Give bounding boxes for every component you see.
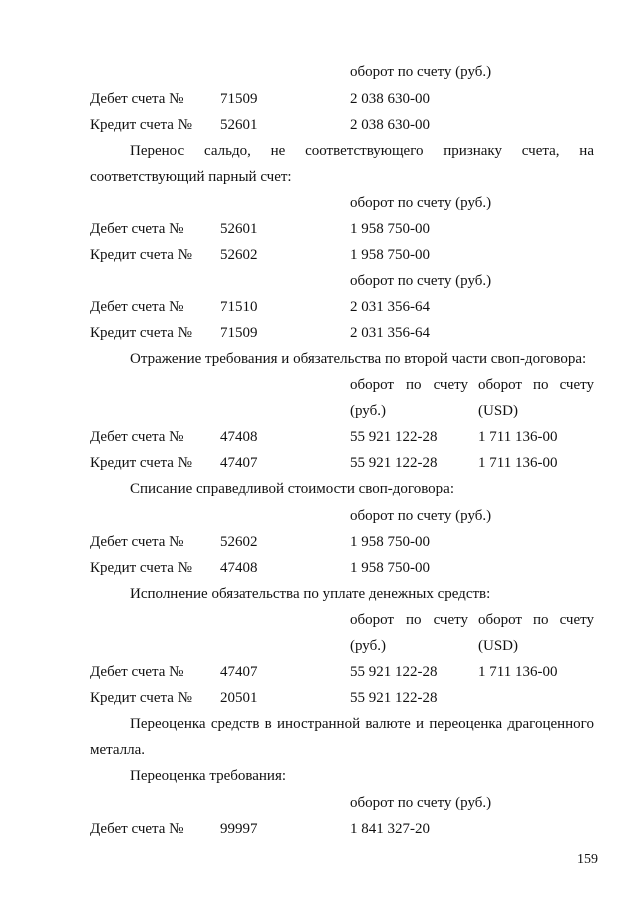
word: и xyxy=(416,716,425,732)
word: в xyxy=(264,716,272,732)
word: оборот xyxy=(478,612,522,628)
word: оборот xyxy=(350,377,394,393)
turnover-header-rub-line1 xyxy=(350,376,468,394)
turnover-header-usd-line2: (USD) xyxy=(478,403,518,419)
debit-label: Дебет счета № xyxy=(90,299,184,315)
debit-label: Дебет счета № xyxy=(90,821,184,837)
credit-label: Кредит счета № xyxy=(90,117,192,133)
word: счета, xyxy=(521,143,560,159)
word: иностранной xyxy=(277,716,361,732)
turnover-header-usd-line2: (USD) xyxy=(478,638,518,654)
turnover-header-rub: оборот по счету (руб.) xyxy=(350,64,492,80)
credit-label: Кредит счета № xyxy=(90,325,192,341)
amount-rub: 1 841 327-20 xyxy=(350,821,430,837)
paragraph-fair-value-writeoff: Списание справедливой стоимости своп-договора: xyxy=(130,481,454,497)
word: не xyxy=(270,143,286,159)
turnover-header-rub: оборот по счету (руб.) xyxy=(350,195,492,211)
turnover-header-rub-line2: (руб.) xyxy=(350,638,386,654)
account-number: 71509 xyxy=(220,325,258,341)
turnover-header-rub: оборот по счету (руб.) xyxy=(350,795,492,811)
amount-rub: 2 031 356-64 xyxy=(350,299,430,315)
word: соответствующего xyxy=(305,143,424,159)
paragraph-transfer-line1 xyxy=(130,142,594,160)
credit-label: Кредит счета № xyxy=(90,560,192,576)
paragraph-revaluation-line2: металла. xyxy=(90,742,146,758)
word: Перенос xyxy=(130,143,185,159)
amount-rub: 1 958 750-00 xyxy=(350,534,430,550)
word: счету xyxy=(433,612,468,628)
account-number: 71510 xyxy=(220,299,258,315)
page-number: 159 xyxy=(577,852,598,867)
amount-rub: 2 038 630-00 xyxy=(350,91,430,107)
word: по xyxy=(406,377,422,393)
account-number: 47408 xyxy=(220,429,258,445)
word: по xyxy=(533,377,549,393)
turnover-header-rub: оборот по счету (руб.) xyxy=(350,508,492,524)
paragraph-swap-second-part: Отражение требования и обязательства по второй части своп-договора: xyxy=(130,351,587,367)
word: оборот xyxy=(478,377,522,393)
amount-rub: 2 038 630-00 xyxy=(350,117,430,133)
turnover-header-rub-line1 xyxy=(350,611,468,629)
word: счету xyxy=(559,377,594,393)
turnover-header-rub-line2: (руб.) xyxy=(350,403,386,419)
amount-usd: 1 711 136-00 xyxy=(478,429,558,445)
word: валюте xyxy=(365,716,411,732)
account-number: 71509 xyxy=(220,91,258,107)
amount-rub: 55 921 122-28 xyxy=(350,455,438,471)
amount-rub: 55 921 122-28 xyxy=(350,690,438,706)
credit-label: Кредит счета № xyxy=(90,690,192,706)
word: счету xyxy=(559,612,594,628)
debit-label: Дебет счета № xyxy=(90,221,184,237)
word: по xyxy=(406,612,422,628)
turnover-header-usd-line1 xyxy=(478,376,594,394)
credit-label: Кредит счета № xyxy=(90,455,192,471)
account-number: 20501 xyxy=(220,690,258,706)
word: драгоценного xyxy=(507,716,594,732)
amount-usd: 1 711 136-00 xyxy=(478,664,558,680)
debit-label: Дебет счета № xyxy=(90,664,184,680)
account-number: 52601 xyxy=(220,221,258,237)
amount-rub: 1 958 750-00 xyxy=(350,247,430,263)
word: сальдо, xyxy=(204,143,251,159)
debit-label: Дебет счета № xyxy=(90,91,184,107)
word: на xyxy=(579,143,594,159)
turnover-header-rub: оборот по счету (руб.) xyxy=(350,273,492,289)
account-number: 47407 xyxy=(220,455,258,471)
amount-rub: 2 031 356-64 xyxy=(350,325,430,341)
credit-label: Кредит счета № xyxy=(90,247,192,263)
account-number: 47408 xyxy=(220,560,258,576)
amount-usd: 1 711 136-00 xyxy=(478,455,558,471)
account-number: 47407 xyxy=(220,664,258,680)
word: средств xyxy=(210,716,260,732)
word: по xyxy=(533,612,549,628)
paragraph-transfer-line2: соответствующий парный счет: xyxy=(90,169,292,185)
amount-rub: 1 958 750-00 xyxy=(350,221,430,237)
turnover-header-usd-line1 xyxy=(478,611,594,629)
account-number: 99997 xyxy=(220,821,258,837)
word: счету xyxy=(433,377,468,393)
account-number: 52602 xyxy=(220,247,258,263)
amount-rub: 55 921 122-28 xyxy=(350,429,438,445)
word: оборот xyxy=(350,612,394,628)
debit-label: Дебет счета № xyxy=(90,534,184,550)
account-number: 52601 xyxy=(220,117,258,133)
paragraph-claim-revaluation: Переоценка требования: xyxy=(130,768,287,784)
amount-rub: 55 921 122-28 xyxy=(350,664,438,680)
paragraph-payment-obligation: Исполнение обязательства по уплате денежных средств: xyxy=(130,586,491,602)
paragraph-revaluation-line1 xyxy=(130,715,594,733)
debit-label: Дебет счета № xyxy=(90,429,184,445)
word: признаку xyxy=(443,143,503,159)
account-number: 52602 xyxy=(220,534,258,550)
amount-rub: 1 958 750-00 xyxy=(350,560,430,576)
word: переоценка xyxy=(429,716,503,732)
word: Переоценка xyxy=(130,716,206,732)
